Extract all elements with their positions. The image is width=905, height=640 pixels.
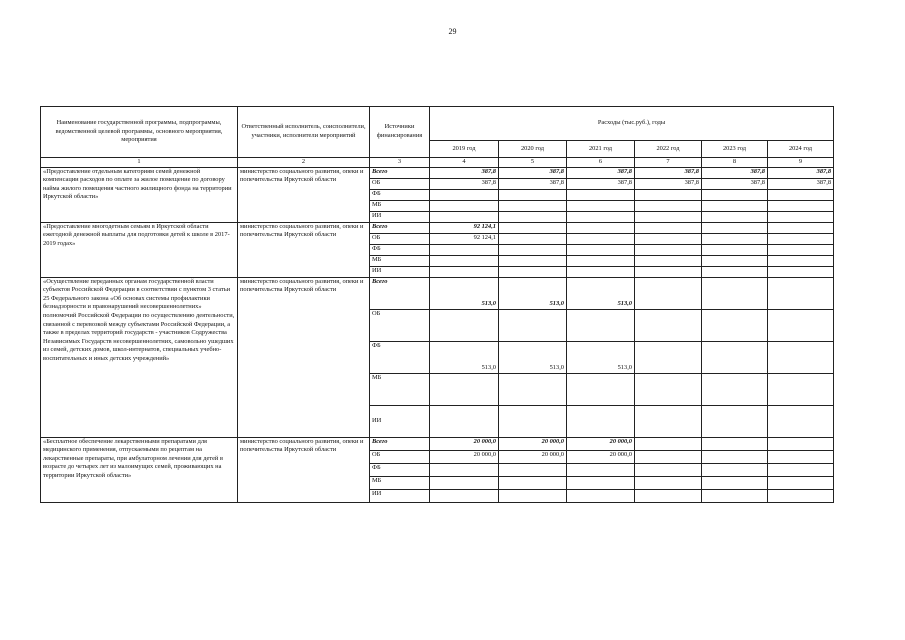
value-cell <box>768 189 834 200</box>
index-cell: 4 <box>430 158 499 168</box>
value-cell: 20 000,0 <box>499 437 567 450</box>
index-cell: 8 <box>702 158 768 168</box>
value-cell <box>635 489 702 502</box>
year-header: 2020 год <box>499 141 567 158</box>
value-cell <box>635 309 702 341</box>
value-cell <box>768 233 834 244</box>
value-cell <box>499 200 567 211</box>
value-cell <box>702 189 768 200</box>
index-cell: 1 <box>41 158 238 168</box>
value-cell <box>635 341 702 373</box>
value-cell <box>768 222 834 233</box>
value-cell <box>499 266 567 277</box>
value-cell <box>702 266 768 277</box>
source-label: ОБ <box>370 233 430 244</box>
value-cell <box>567 476 635 489</box>
value-cell <box>430 405 499 437</box>
value-cell <box>430 309 499 341</box>
value-cell <box>768 489 834 502</box>
value-cell <box>702 341 768 373</box>
index-cell: 3 <box>370 158 430 168</box>
value-cell <box>567 222 635 233</box>
value-cell: 387,8 <box>430 178 499 189</box>
col-header-expenses: Расходы (тыс.руб.), годы <box>430 107 834 141</box>
source-label: ИИ <box>370 489 430 502</box>
measure-name: «Бесплатное обеспечение лекарственными препаратами для медицинского применения, отпускаемыми по рецептам на лекарственные препараты, при амбулаторном лечении для детей в возрасте до четырех лет из малоимущих семей, проживающих на территории Иркутской области» <box>41 437 238 502</box>
value-cell <box>635 450 702 463</box>
value-cell <box>768 211 834 222</box>
value-cell <box>567 309 635 341</box>
value-cell <box>499 476 567 489</box>
value-cell <box>768 437 834 450</box>
value-cell <box>430 463 499 476</box>
value-cell <box>635 189 702 200</box>
value-cell <box>499 222 567 233</box>
source-label: МБ <box>370 200 430 211</box>
index-cell: 7 <box>635 158 702 168</box>
measure-executor: министерство социального развития, опеки и попечительства Иркутской области <box>238 167 370 222</box>
value-cell: 387,8 <box>768 167 834 178</box>
value-cell: 513,0 <box>499 341 567 373</box>
value-cell <box>499 233 567 244</box>
index-cell: 5 <box>499 158 567 168</box>
value-cell <box>430 244 499 255</box>
value-cell <box>499 309 567 341</box>
source-label: Всего <box>370 167 430 178</box>
value-cell: 387,8 <box>768 178 834 189</box>
value-cell: 513,0 <box>430 341 499 373</box>
year-header: 2019 год <box>430 141 499 158</box>
value-cell: 92 124,1 <box>430 233 499 244</box>
table-row-group <box>41 222 834 277</box>
table-row-group <box>41 437 834 502</box>
value-cell <box>635 463 702 476</box>
value-cell: 387,8 <box>702 167 768 178</box>
value-cell <box>768 341 834 373</box>
value-cell <box>768 405 834 437</box>
measure-executor: министерство социального развития, опеки и попечительства Иркутской области <box>238 222 370 277</box>
value-cell <box>635 255 702 266</box>
year-header: 2023 год <box>702 141 768 158</box>
value-cell <box>635 266 702 277</box>
value-cell: 513,0 <box>567 277 635 309</box>
source-label: ОБ <box>370 309 430 341</box>
value-cell <box>702 405 768 437</box>
value-cell <box>567 266 635 277</box>
value-cell <box>635 244 702 255</box>
value-cell <box>635 222 702 233</box>
measure-name: «Предоставление многодетным семьям в Иркутской области ежегодной денежной выплаты для подготовки детей к школе в 2017-2019 годах» <box>41 222 238 277</box>
value-cell <box>702 211 768 222</box>
value-cell: 513,0 <box>430 277 499 309</box>
source-label: ИИ <box>370 211 430 222</box>
source-label: МБ <box>370 255 430 266</box>
value-cell <box>635 373 702 405</box>
value-cell <box>567 463 635 476</box>
value-cell <box>567 255 635 266</box>
col-header-source: Источники финансирования <box>370 107 430 158</box>
source-label: ФБ <box>370 341 430 373</box>
value-cell <box>430 255 499 266</box>
value-cell: 20 000,0 <box>499 450 567 463</box>
value-cell <box>430 266 499 277</box>
value-cell: 20 000,0 <box>567 450 635 463</box>
value-cell: 387,8 <box>567 167 635 178</box>
value-cell <box>567 200 635 211</box>
value-cell <box>635 437 702 450</box>
value-cell <box>635 211 702 222</box>
col-header-executor: Ответственный исполнитель, соисполнители, участники, исполнители мероприятий <box>238 107 370 158</box>
value-cell <box>768 373 834 405</box>
value-cell: 513,0 <box>499 277 567 309</box>
source-label: Всего <box>370 437 430 450</box>
value-cell <box>567 489 635 502</box>
index-cell: 2 <box>238 158 370 168</box>
value-cell <box>430 489 499 502</box>
value-cell <box>430 373 499 405</box>
value-cell: 387,8 <box>635 178 702 189</box>
value-cell <box>635 277 702 309</box>
table-row-group <box>41 167 834 222</box>
source-label: ИИ <box>370 266 430 277</box>
value-cell <box>702 476 768 489</box>
value-cell <box>635 200 702 211</box>
value-cell <box>567 189 635 200</box>
source-label: МБ <box>370 476 430 489</box>
value-cell <box>702 255 768 266</box>
page-number: 29 <box>448 27 457 36</box>
value-cell <box>499 244 567 255</box>
source-label: ОБ <box>370 178 430 189</box>
value-cell <box>702 309 768 341</box>
measure-executor: министерство социального развития, опеки и попечительства Иркутской области <box>238 437 370 502</box>
value-cell <box>702 489 768 502</box>
measure-executor: министерство социального развития, опеки и попечительства Иркутской области <box>238 277 370 437</box>
value-cell <box>702 463 768 476</box>
value-cell <box>499 211 567 222</box>
value-cell: 20 000,0 <box>567 437 635 450</box>
source-label: ФБ <box>370 463 430 476</box>
value-cell <box>702 200 768 211</box>
value-cell <box>499 463 567 476</box>
source-label: ИИ <box>370 405 430 437</box>
value-cell: 387,8 <box>499 167 567 178</box>
col-header-name: Наименование государственной программы, подпрограммы, ведомственной целевой программы, основного мероприятия, мероприятия <box>41 107 238 158</box>
value-cell <box>499 255 567 266</box>
value-cell <box>567 405 635 437</box>
source-label: ФБ <box>370 189 430 200</box>
table-row-group <box>41 277 834 437</box>
value-cell <box>768 200 834 211</box>
year-header: 2024 год <box>768 141 834 158</box>
value-cell <box>635 405 702 437</box>
value-cell <box>567 233 635 244</box>
value-cell <box>430 476 499 489</box>
value-cell <box>702 277 768 309</box>
value-cell: 387,8 <box>702 178 768 189</box>
year-header: 2022 год <box>635 141 702 158</box>
value-cell <box>768 309 834 341</box>
value-cell <box>768 244 834 255</box>
source-label: МБ <box>370 373 430 405</box>
value-cell <box>768 463 834 476</box>
index-cell: 9 <box>768 158 834 168</box>
value-cell <box>430 200 499 211</box>
year-header: 2021 год <box>567 141 635 158</box>
value-cell <box>635 233 702 244</box>
value-cell <box>768 255 834 266</box>
value-cell: 387,8 <box>430 167 499 178</box>
measure-name: «Предоставление отдельным категориям семей денежной компенсации расходов по оплате за жилое помещение по договору найма жилого помещения частного жилищного фонда на территории Иркутской области» <box>41 167 238 222</box>
budget-table <box>40 106 834 503</box>
value-cell <box>499 489 567 502</box>
value-cell <box>702 222 768 233</box>
value-cell <box>635 476 702 489</box>
value-cell: 513,0 <box>567 341 635 373</box>
value-cell <box>430 189 499 200</box>
value-cell: 92 124,1 <box>430 222 499 233</box>
value-cell: 387,8 <box>567 178 635 189</box>
value-cell <box>702 244 768 255</box>
value-cell <box>702 450 768 463</box>
value-cell <box>702 233 768 244</box>
value-cell <box>768 476 834 489</box>
value-cell <box>499 189 567 200</box>
value-cell <box>768 277 834 309</box>
value-cell <box>499 373 567 405</box>
value-cell <box>430 211 499 222</box>
value-cell: 387,8 <box>635 167 702 178</box>
value-cell <box>567 244 635 255</box>
value-cell <box>567 211 635 222</box>
value-cell <box>768 266 834 277</box>
source-label: Всего <box>370 277 430 309</box>
source-label: ФБ <box>370 244 430 255</box>
value-cell <box>567 373 635 405</box>
value-cell <box>702 373 768 405</box>
value-cell <box>702 437 768 450</box>
value-cell: 387,8 <box>499 178 567 189</box>
source-label: Всего <box>370 222 430 233</box>
index-cell: 6 <box>567 158 635 168</box>
value-cell: 20 000,0 <box>430 450 499 463</box>
source-label: ОБ <box>370 450 430 463</box>
value-cell <box>499 405 567 437</box>
value-cell <box>768 450 834 463</box>
measure-name: «Осуществление переданных органам государственной власти субъектов Российской Федерации в соответствии с пунктом 3 статьи 25 Федерального закона «Об основах системы профилактики безнадзорности и правонарушений несовершеннолетних» полномочий Российской Федерации по осуществлению деятельности, связанной с перевозкой между субъектами Российской Федерации, а также в пределах территорий государств - участников Содружества Независимых Государств несовершеннолетних, самовольно ушедших из семей, детских домов, школ-интернатов, специальных учебно-воспитательных и иных детских учреждений» <box>41 277 238 437</box>
value-cell: 20 000,0 <box>430 437 499 450</box>
